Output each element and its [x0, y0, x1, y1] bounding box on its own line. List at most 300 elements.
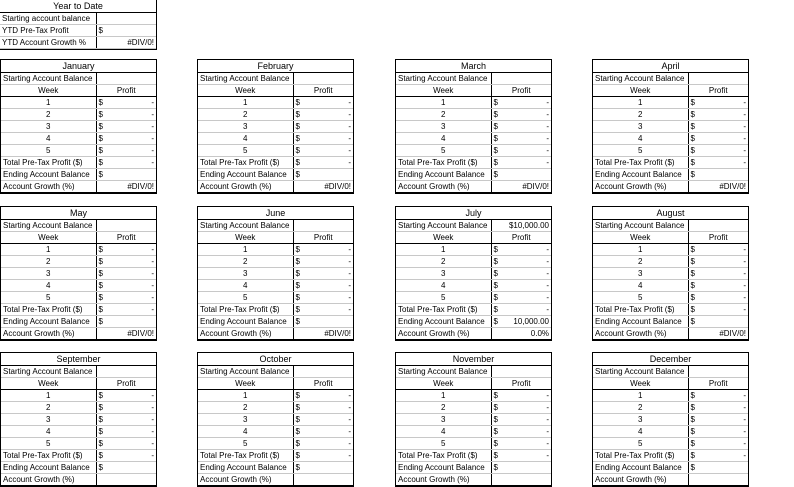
profit-currency: $	[491, 109, 503, 121]
starting-balance-value[interactable]	[688, 220, 748, 232]
week-number: 4	[198, 426, 293, 438]
profit-currency: $	[293, 109, 305, 121]
total-currency: $	[491, 450, 503, 462]
profit-value[interactable]: -	[503, 402, 551, 414]
ending-balance-value: 10,000.00	[503, 316, 551, 328]
profit-currency: $	[491, 280, 503, 292]
profit-currency: $	[688, 292, 700, 304]
profit-value[interactable]: -	[108, 438, 156, 450]
week-number: 1	[1, 97, 96, 109]
week-number: 1	[1, 244, 96, 256]
month-block	[592, 59, 749, 194]
month-block	[395, 352, 552, 487]
week-header: Week	[198, 85, 293, 97]
profit-value[interactable]: -	[503, 121, 551, 133]
total-profit-value: -	[503, 157, 551, 169]
profit-value[interactable]: -	[503, 256, 551, 268]
month-title: November	[396, 353, 551, 366]
profit-currency: $	[491, 426, 503, 438]
account-growth-label: Account Growth (%)	[1, 328, 96, 340]
week-number: 5	[396, 145, 491, 157]
profit-value[interactable]: -	[305, 256, 353, 268]
ending-currency: $	[96, 169, 108, 181]
profit-value[interactable]: -	[700, 280, 748, 292]
profit-value[interactable]: -	[108, 402, 156, 414]
profit-value[interactable]: -	[700, 121, 748, 133]
profit-value[interactable]: -	[305, 280, 353, 292]
profit-value[interactable]: -	[108, 109, 156, 121]
profit-value[interactable]: -	[503, 426, 551, 438]
ending-currency: $	[96, 462, 108, 474]
week-number: 3	[396, 121, 491, 133]
month-block	[197, 206, 354, 341]
profit-value[interactable]: -	[108, 426, 156, 438]
profit-currency: $	[96, 402, 108, 414]
profit-currency: $	[96, 414, 108, 426]
profit-currency: $	[688, 244, 700, 256]
starting-balance-label: Starting Account Balance	[1, 220, 96, 232]
ending-balance-value	[700, 316, 748, 328]
account-growth-label: Account Growth (%)	[198, 474, 293, 486]
week-number: 2	[396, 402, 491, 414]
profit-value[interactable]: -	[700, 145, 748, 157]
starting-balance-label: Starting Account Balance	[1, 73, 96, 85]
starting-balance-label: Starting Account Balance	[198, 366, 293, 378]
week-number: 5	[593, 438, 688, 450]
profit-value[interactable]: -	[305, 414, 353, 426]
profit-currency: $	[491, 414, 503, 426]
account-growth-value	[293, 474, 353, 486]
week-number: 1	[198, 244, 293, 256]
week-number: 4	[396, 426, 491, 438]
profit-value[interactable]: -	[700, 97, 748, 109]
account-growth-label: Account Growth (%)	[396, 181, 491, 193]
profit-currency: $	[96, 244, 108, 256]
profit-header: Profit	[491, 232, 551, 244]
profit-currency: $	[96, 280, 108, 292]
account-growth-value: #DIV/0!	[293, 328, 353, 340]
total-profit-value: -	[108, 450, 156, 462]
account-growth-label: Account Growth (%)	[198, 328, 293, 340]
ytd-profit-label: YTD Pre-Tax Profit	[0, 25, 96, 37]
profit-currency: $	[688, 268, 700, 280]
ending-currency: $	[293, 462, 305, 474]
week-header: Week	[396, 378, 491, 390]
starting-balance-label: Starting Account Balance	[593, 220, 688, 232]
ending-balance-label: Ending Account Balance	[198, 169, 293, 181]
ending-balance-value	[503, 462, 551, 474]
profit-value[interactable]: -	[108, 268, 156, 280]
ending-balance-value	[305, 316, 353, 328]
starting-balance-value[interactable]	[688, 73, 748, 85]
week-header: Week	[396, 232, 491, 244]
profit-currency: $	[688, 109, 700, 121]
month-block	[592, 352, 749, 487]
total-profit-value: -	[108, 157, 156, 169]
total-currency: $	[293, 450, 305, 462]
profit-header: Profit	[688, 378, 748, 390]
week-number: 1	[198, 97, 293, 109]
week-number: 4	[593, 133, 688, 145]
profit-currency: $	[96, 426, 108, 438]
month-block	[197, 352, 354, 487]
profit-value[interactable]: -	[700, 109, 748, 121]
week-number: 2	[593, 402, 688, 414]
account-growth-label: Account Growth (%)	[1, 181, 96, 193]
profit-value[interactable]: -	[503, 292, 551, 304]
week-number: 1	[396, 244, 491, 256]
week-number: 2	[593, 256, 688, 268]
account-growth-value: #DIV/0!	[293, 181, 353, 193]
week-number: 2	[593, 109, 688, 121]
week-header: Week	[593, 378, 688, 390]
total-profit-label: Total Pre-Tax Profit ($)	[1, 450, 96, 462]
profit-value[interactable]: -	[503, 280, 551, 292]
total-profit-label: Total Pre-Tax Profit ($)	[1, 157, 96, 169]
ending-balance-label: Ending Account Balance	[1, 462, 96, 474]
total-profit-label: Total Pre-Tax Profit ($)	[593, 157, 688, 169]
ending-currency: $	[688, 462, 700, 474]
month-block	[395, 59, 552, 194]
profit-currency: $	[688, 121, 700, 133]
profit-currency: $	[688, 426, 700, 438]
profit-header: Profit	[96, 232, 156, 244]
profit-value[interactable]: -	[700, 133, 748, 145]
profit-value[interactable]: -	[305, 145, 353, 157]
ytd-profit-currency: $	[96, 25, 110, 37]
profit-value[interactable]: -	[108, 390, 156, 402]
total-currency: $	[688, 304, 700, 316]
ytd-title: Year to Date	[0, 0, 156, 13]
profit-currency: $	[491, 268, 503, 280]
profit-value[interactable]: -	[108, 414, 156, 426]
ending-currency: $	[491, 316, 503, 328]
total-currency: $	[96, 304, 108, 316]
profit-currency: $	[491, 133, 503, 145]
month-title: June	[198, 207, 353, 220]
profit-currency: $	[293, 145, 305, 157]
profit-value[interactable]: -	[700, 390, 748, 402]
ending-balance-label: Ending Account Balance	[593, 462, 688, 474]
starting-balance-label: Starting Account Balance	[396, 220, 491, 232]
month-block	[197, 59, 354, 194]
profit-currency: $	[96, 121, 108, 133]
week-header: Week	[1, 85, 96, 97]
profit-value[interactable]: -	[503, 268, 551, 280]
total-profit-label: Total Pre-Tax Profit ($)	[396, 304, 491, 316]
profit-value[interactable]: -	[305, 133, 353, 145]
profit-value[interactable]: -	[503, 390, 551, 402]
ytd-growth-label: YTD Account Growth %	[0, 37, 96, 49]
week-header: Week	[198, 232, 293, 244]
week-number: 1	[396, 390, 491, 402]
profit-header: Profit	[96, 378, 156, 390]
week-number: 2	[396, 256, 491, 268]
profit-value[interactable]: -	[108, 97, 156, 109]
week-number: 3	[198, 121, 293, 133]
profit-value[interactable]: -	[108, 133, 156, 145]
starting-balance-label: Starting Account Balance	[593, 366, 688, 378]
starting-balance-label: Starting Account Balance	[396, 366, 491, 378]
week-number: 3	[198, 414, 293, 426]
total-profit-value: -	[503, 304, 551, 316]
week-number: 4	[593, 280, 688, 292]
total-profit-label: Total Pre-Tax Profit ($)	[1, 304, 96, 316]
ending-currency: $	[293, 316, 305, 328]
profit-value[interactable]: -	[305, 97, 353, 109]
profit-value[interactable]: -	[305, 390, 353, 402]
starting-balance-value[interactable]	[293, 366, 353, 378]
ending-currency: $	[293, 169, 305, 181]
profit-currency: $	[293, 402, 305, 414]
week-number: 5	[1, 145, 96, 157]
total-currency: $	[96, 450, 108, 462]
profit-currency: $	[293, 426, 305, 438]
starting-balance-value[interactable]	[96, 366, 156, 378]
week-number: 5	[198, 145, 293, 157]
week-number: 4	[1, 280, 96, 292]
total-profit-value: -	[503, 450, 551, 462]
total-profit-label: Total Pre-Tax Profit ($)	[198, 157, 293, 169]
profit-header: Profit	[688, 232, 748, 244]
ending-currency: $	[491, 462, 503, 474]
total-profit-value: -	[305, 304, 353, 316]
week-number: 3	[1, 268, 96, 280]
profit-currency: $	[491, 402, 503, 414]
week-number: 5	[593, 292, 688, 304]
profit-value[interactable]: -	[700, 426, 748, 438]
profit-currency: $	[293, 438, 305, 450]
total-profit-value: -	[305, 157, 353, 169]
profit-value[interactable]: -	[305, 292, 353, 304]
profit-value[interactable]: -	[108, 256, 156, 268]
week-number: 5	[198, 292, 293, 304]
profit-currency: $	[96, 145, 108, 157]
week-number: 5	[593, 145, 688, 157]
profit-value[interactable]: -	[108, 145, 156, 157]
total-profit-value: -	[108, 304, 156, 316]
profit-value[interactable]: -	[108, 280, 156, 292]
ending-balance-label: Ending Account Balance	[396, 316, 491, 328]
ytd-summary	[0, 0, 157, 50]
ending-balance-value	[108, 169, 156, 181]
profit-currency: $	[293, 244, 305, 256]
profit-value[interactable]: -	[305, 426, 353, 438]
ending-balance-label: Ending Account Balance	[396, 462, 491, 474]
total-profit-value: -	[700, 157, 748, 169]
starting-balance-value[interactable]	[96, 220, 156, 232]
account-growth-value: #DIV/0!	[491, 181, 551, 193]
week-number: 5	[396, 438, 491, 450]
profit-value[interactable]: -	[305, 402, 353, 414]
month-title: December	[593, 353, 748, 366]
profit-currency: $	[293, 97, 305, 109]
ytd-starting-value[interactable]	[96, 13, 156, 25]
week-number: 1	[396, 97, 491, 109]
total-currency: $	[491, 157, 503, 169]
ending-balance-value	[503, 169, 551, 181]
week-number: 2	[198, 109, 293, 121]
week-number: 1	[593, 97, 688, 109]
profit-currency: $	[491, 121, 503, 133]
profit-currency: $	[491, 438, 503, 450]
ending-balance-label: Ending Account Balance	[198, 316, 293, 328]
profit-currency: $	[96, 133, 108, 145]
week-number: 3	[593, 121, 688, 133]
week-number: 2	[396, 109, 491, 121]
profit-value[interactable]: -	[305, 109, 353, 121]
month-title: July	[396, 207, 551, 220]
profit-value[interactable]: -	[700, 292, 748, 304]
week-number: 3	[593, 414, 688, 426]
profit-value[interactable]: -	[305, 244, 353, 256]
week-number: 5	[396, 292, 491, 304]
profit-header: Profit	[293, 378, 353, 390]
profit-value[interactable]: -	[700, 402, 748, 414]
starting-balance-value[interactable]	[293, 220, 353, 232]
profit-value[interactable]: -	[503, 244, 551, 256]
starting-balance-label: Starting Account Balance	[593, 73, 688, 85]
ending-currency: $	[491, 169, 503, 181]
account-growth-value: 0.0%	[491, 328, 551, 340]
month-title: May	[1, 207, 156, 220]
profit-currency: $	[96, 268, 108, 280]
profit-currency: $	[688, 402, 700, 414]
profit-currency: $	[491, 256, 503, 268]
ending-balance-value	[700, 169, 748, 181]
total-currency: $	[688, 450, 700, 462]
profit-currency: $	[688, 414, 700, 426]
profit-value[interactable]: -	[700, 268, 748, 280]
profit-currency: $	[491, 97, 503, 109]
profit-currency: $	[491, 292, 503, 304]
profit-value[interactable]: -	[108, 244, 156, 256]
profit-value[interactable]: -	[503, 145, 551, 157]
week-number: 3	[198, 268, 293, 280]
account-growth-value	[96, 474, 156, 486]
profit-currency: $	[688, 97, 700, 109]
profit-value[interactable]: -	[503, 109, 551, 121]
month-title: April	[593, 60, 748, 73]
week-number: 1	[1, 390, 96, 402]
ending-balance-value	[108, 462, 156, 474]
ending-currency: $	[96, 316, 108, 328]
profit-value[interactable]: -	[503, 414, 551, 426]
ytd-starting-label: Starting account balance	[0, 13, 96, 25]
week-header: Week	[1, 232, 96, 244]
profit-currency: $	[293, 292, 305, 304]
account-growth-label: Account Growth (%)	[396, 474, 491, 486]
profit-currency: $	[688, 145, 700, 157]
month-block	[0, 352, 157, 487]
account-growth-label: Account Growth (%)	[593, 474, 688, 486]
week-header: Week	[593, 85, 688, 97]
profit-currency: $	[293, 133, 305, 145]
profit-value[interactable]: -	[108, 292, 156, 304]
total-profit-label: Total Pre-Tax Profit ($)	[396, 157, 491, 169]
profit-header: Profit	[491, 378, 551, 390]
profit-value[interactable]: -	[503, 97, 551, 109]
profit-currency: $	[96, 97, 108, 109]
week-number: 3	[396, 414, 491, 426]
total-profit-label: Total Pre-Tax Profit ($)	[396, 450, 491, 462]
profit-value[interactable]: -	[700, 256, 748, 268]
total-profit-label: Total Pre-Tax Profit ($)	[198, 304, 293, 316]
account-growth-value: #DIV/0!	[96, 181, 156, 193]
ending-balance-label: Ending Account Balance	[593, 316, 688, 328]
total-profit-label: Total Pre-Tax Profit ($)	[198, 450, 293, 462]
ytd-profit-value[interactable]	[110, 25, 156, 37]
week-number: 5	[1, 292, 96, 304]
profit-value[interactable]: -	[305, 438, 353, 450]
profit-currency: $	[293, 121, 305, 133]
total-currency: $	[491, 304, 503, 316]
profit-value[interactable]: -	[305, 268, 353, 280]
starting-balance-value[interactable]	[96, 73, 156, 85]
week-number: 5	[198, 438, 293, 450]
month-block	[395, 206, 552, 341]
starting-balance-value[interactable]	[293, 73, 353, 85]
month-title: February	[198, 60, 353, 73]
starting-balance-label: Starting Account Balance	[396, 73, 491, 85]
profit-value[interactable]: -	[305, 121, 353, 133]
profit-currency: $	[96, 390, 108, 402]
profit-header: Profit	[293, 85, 353, 97]
account-growth-label: Account Growth (%)	[396, 328, 491, 340]
profit-currency: $	[688, 280, 700, 292]
week-number: 1	[198, 390, 293, 402]
profit-currency: $	[491, 390, 503, 402]
ending-balance-label: Ending Account Balance	[396, 169, 491, 181]
week-number: 2	[198, 256, 293, 268]
starting-balance-label: Starting Account Balance	[198, 220, 293, 232]
profit-value[interactable]: -	[503, 133, 551, 145]
ending-balance-value	[305, 169, 353, 181]
week-number: 4	[198, 133, 293, 145]
profit-value[interactable]: -	[108, 121, 156, 133]
profit-currency: $	[96, 292, 108, 304]
profit-currency: $	[96, 438, 108, 450]
profit-currency: $	[688, 390, 700, 402]
month-title: August	[593, 207, 748, 220]
week-number: 4	[1, 426, 96, 438]
starting-balance-value[interactable]	[491, 73, 551, 85]
week-number: 3	[396, 268, 491, 280]
profit-value[interactable]: -	[700, 414, 748, 426]
account-growth-label: Account Growth (%)	[198, 181, 293, 193]
week-number: 4	[593, 426, 688, 438]
starting-balance-label: Starting Account Balance	[1, 366, 96, 378]
profit-currency: $	[293, 256, 305, 268]
week-number: 2	[1, 109, 96, 121]
total-currency: $	[688, 157, 700, 169]
starting-balance-value[interactable]	[491, 366, 551, 378]
profit-header: Profit	[96, 85, 156, 97]
ending-balance-label: Ending Account Balance	[593, 169, 688, 181]
profit-value[interactable]: -	[503, 438, 551, 450]
profit-currency: $	[96, 109, 108, 121]
week-number: 4	[396, 133, 491, 145]
profit-currency: $	[293, 280, 305, 292]
profit-value[interactable]: -	[700, 244, 748, 256]
starting-balance-value[interactable]	[688, 366, 748, 378]
profit-value[interactable]: -	[700, 438, 748, 450]
week-number: 4	[396, 280, 491, 292]
total-profit-label: Total Pre-Tax Profit ($)	[593, 304, 688, 316]
total-profit-label: Total Pre-Tax Profit ($)	[593, 450, 688, 462]
profit-currency: $	[688, 133, 700, 145]
starting-balance-value[interactable]: $10,000.00	[491, 220, 551, 232]
